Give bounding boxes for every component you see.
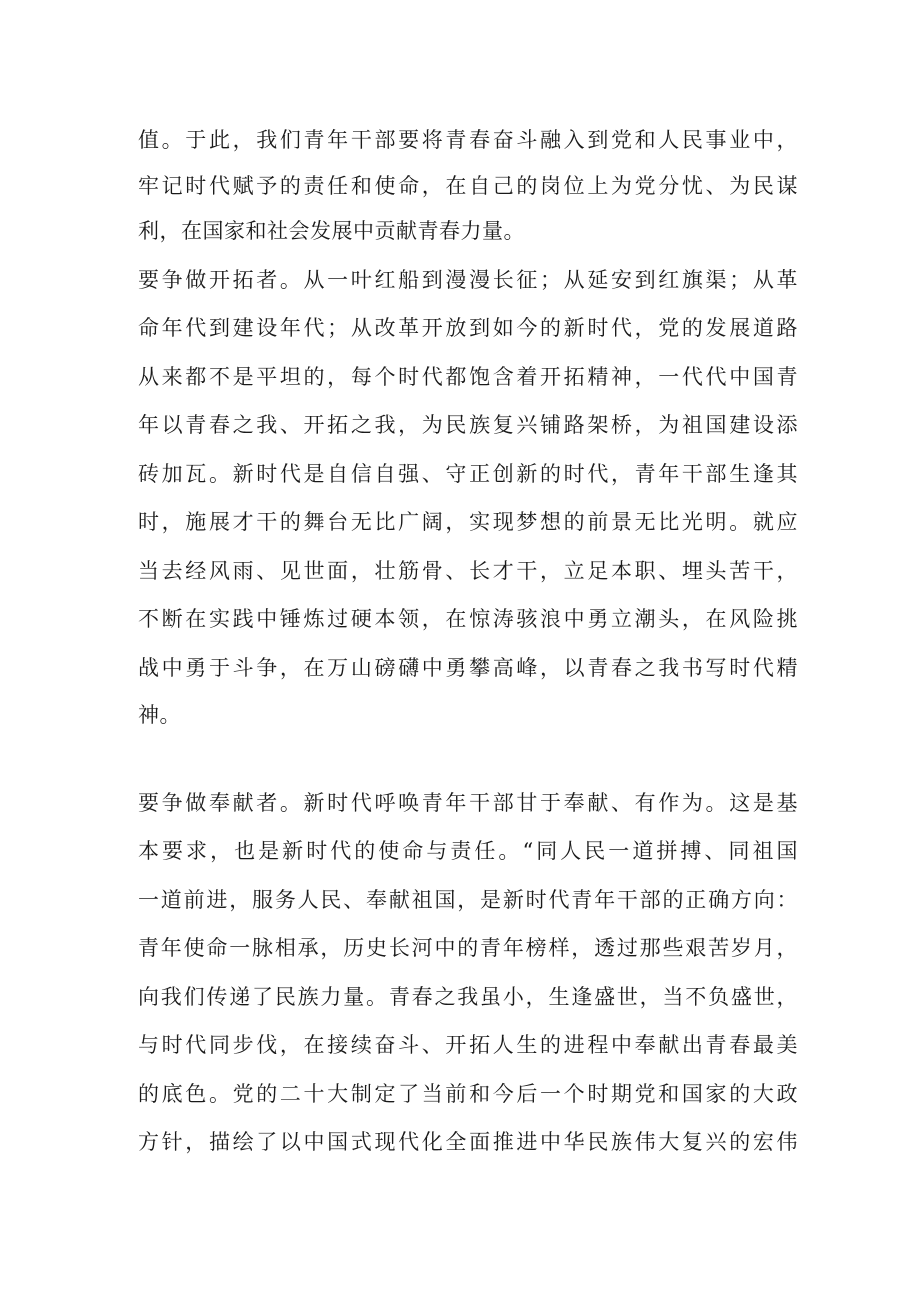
text-line: 值。于此，我们青年干部要将青春奋斗融入到党和人民事业中， xyxy=(138,128,798,152)
text-line: 利，在国家和社会发展中贡献青春力量。 xyxy=(138,219,525,243)
text-line: 本要求，也是新时代的使命与责任。“同人民一道拼搏、同祖国 xyxy=(138,839,798,863)
text-line: 一道前进，服务人民、奉献祖国，是新时代青年干部的正确方向： xyxy=(138,888,798,912)
text-line: 牢记时代赋予的责任和使命，在自己的岗位上为党分忧、为民谋 xyxy=(138,174,798,198)
text-line: 命年代到建设年代；从改革开放到如今的新时代，党的发展道路 xyxy=(138,316,798,340)
text-line: 不断在实践中锤炼过硬本领，在惊涛骇浪中勇立潮头，在风险挑 xyxy=(138,607,798,631)
text-line: 战中勇于斗争，在万山磅礴中勇攀高峰，以青春之我书写时代精 xyxy=(138,656,798,680)
text-line: 砖加瓦。新时代是自信自强、守正创新的时代，青年干部生逢其 xyxy=(138,462,798,486)
text-line: 要争做奉献者。新时代呼唤青年干部甘于奉献、有作为。这是基 xyxy=(138,791,798,815)
text-line: 与时代同步伐，在接续奋斗、开拓人生的进程中奉献出青春最美 xyxy=(138,1033,798,1057)
text-line: 时，施展才干的舞台无比广阔，实现梦想的前景无比光明。就应 xyxy=(138,510,798,534)
text-line: 方针，描绘了以中国式现代化全面推进中华民族伟大复兴的宏伟 xyxy=(138,1130,798,1154)
text-line: 年以青春之我、开拓之我，为民族复兴铺路架桥，为祖国建设添 xyxy=(138,413,798,437)
text-line: 从来都不是平坦的，每个时代都饱含着开拓精神，一代代中国青 xyxy=(138,365,798,389)
text-line: 青年使命一脉相承，历史长河中的青年榜样，透过那些艰苦岁月， xyxy=(138,936,798,960)
text-line: 要争做开拓者。从一叶红船到漫漫长征；从延安到红旗渠；从革 xyxy=(138,268,798,292)
text-line: 当去经风雨、见世面，壮筋骨、长才干，立足本职、埋头苦干， xyxy=(138,559,798,583)
text-line: 的底色。党的二十大制定了当前和今后一个时期党和国家的大政 xyxy=(138,1082,798,1106)
text-line: 向我们传递了民族力量。青春之我虽小，生逢盛世，当不负盛世， xyxy=(138,985,798,1009)
text-line: 神。 xyxy=(138,703,181,727)
